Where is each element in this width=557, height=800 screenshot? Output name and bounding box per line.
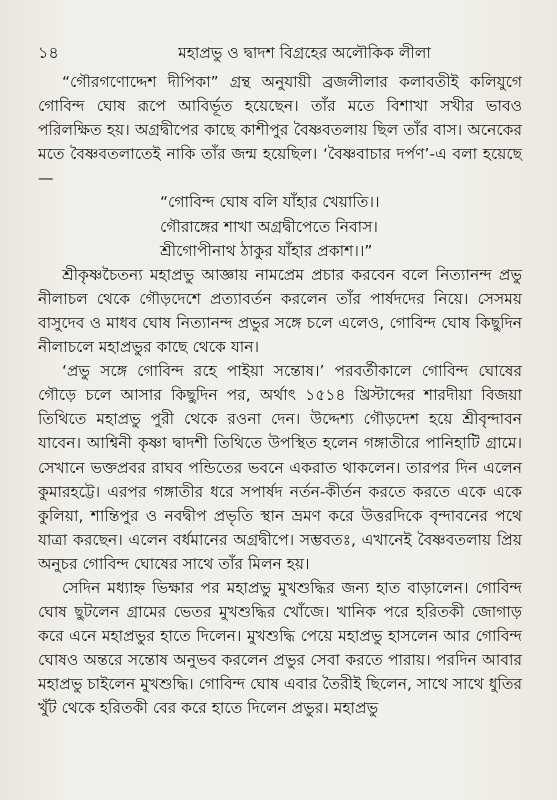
paragraph-3: ‘প্রভু সঙ্গে গোবিন্দ রহে পাইয়া সন্তোষ।’ পরবর্তীকালে গোবিন্দ ঘোষের গৌড়ে চলে আসার কিছুদিন পর, অর্থাৎ ১৫১৪ খ্রিস্টাব্দের শারদীয়া বিজয়া তিথিতে মহাপ্রভু পুরী থেকে রওনা দেন। উদ্দেশ্য গৌড়দেশ হয়ে শ্রীবৃন্দাবন যাবেন। আশ্বিনী কৃষ্ণা দ্বাদশী তিথিতে উপস্থিত হলেন গঙ্গাতীরে পানিহাটি গ্রামে। সেখানে ভক্তপ্রবর রাঘব পন্ডিতের ভবনে একরাত থাকলেন। তারপর দিন এলেন কুমারহট্টে। এরপর গঙ্গাতীর ধরে সপার্ষদ নর্তন-কীর্তন করতে করতে একে একে কুলিয়া, শান্তিপুর ও নবদ্বীপ প্রভৃতি স্থান ভ্রমণ করে উত্তরদিকে বৃন্দাবনের পথে যাত্রা করছেন। এলেন বর্ধমানের অগ্রদ্বীপে। সম্ভবতঃ, এখানেই বৈষ্ণবতলায় প্রিয় অনুচর গোবিন্দ ঘোষের সাথে তাঁর মিলন হয়। xyxy=(38,362,522,573)
verse-line-1: “গোবিন্দ ঘোষ বলি যাঁহার খেয়াতি।। xyxy=(160,193,380,212)
page-header xyxy=(38,41,523,65)
paragraph-1: “গৌরগণোদ্দেশ দীপিকা” গ্রন্থ অনুযায়ী ব্রজলীলার কলাবতীই কলিযুগে গোবিন্দ ঘোষ রূপে আবির্ভূত হয়েছেন। তাঁর মতে বিশাখা সখীর ভাবও পরিলক্ষিত হয়। অগ্রদ্বীপের কাছে কাশীপুর বৈষ্ণবতলায় ছিল তাঁর বাস। অনেকের মতে বৈষ্ণবতলাতেই নাকি তাঁর জন্ম হয়েছিল। ‘বৈষ্ণবাচার দর্পণ’-এ বলা হয়েছে— xyxy=(38,73,522,188)
body-text xyxy=(38,70,522,721)
verse-line-3: শ্রীগোপীনাথ ঠাকুর যাঁহার প্রকাশ।।” xyxy=(160,241,373,260)
page-number: ১৪ xyxy=(38,43,59,62)
paragraph-2: শ্রীকৃষ্ণচৈতন্য মহাপ্রভু আজ্ঞায় নামপ্রেম প্রচার করবেন বলে নিত্যানন্দ প্রভু নীলাচল থেকে গৌড়দেশে প্রত্যাবর্তন করলেন তাঁর পার্ষদদের নিয়ে। সেসময় বাসুদেব ও মাধব ঘোষ নিত্যানন্দ প্রভুর সঙ্গে চলে এলেও, গোবিন্দ ঘোষ কিছুদিন নীলাচলে মহাপ্রভুর কাছে থেকে যান। xyxy=(38,265,522,357)
paragraph-4: সেদিন মধ্যাহ্ন ভিক্ষার পর মহাপ্রভু মুখশুদ্ধির জন্য হাত বাড়ালেন। গোবিন্দ ঘোষ ছুটলেন গ্রামের ভেতর মুখশুদ্ধির খোঁজে। খানিক পরে হরিতকী জোগাড় করে এনে মহাপ্রভুর হাতে দিলেন। মুখশুদ্ধি পেয়ে মহাপ্রভু হাসলেন আর গোবিন্দ ঘোষও অন্তরে সন্তোষ অনুভব করলেন প্রভুর সেবা করতে পারায়। পরদিন আবার মহাপ্রভু চাইলেন মুখশুদ্ধি। গোবিন্দ ঘোষ এবার তৈরীই ছিলেন, সাথে সাথে ধুতির খুঁট থেকে হরিতকী বের করে হাতে দিলেন প্রভুর। মহাপ্রভু xyxy=(38,578,522,718)
verse-block xyxy=(38,190,522,262)
verse-line-2: গৌরাঙ্গের শাখা অগ্রদ্বীপেতে নিবাস। xyxy=(160,217,378,236)
running-title: মহাপ্রভু ও দ্বাদশ বিগ্রহের অলৌকিক লীলা xyxy=(178,44,431,62)
